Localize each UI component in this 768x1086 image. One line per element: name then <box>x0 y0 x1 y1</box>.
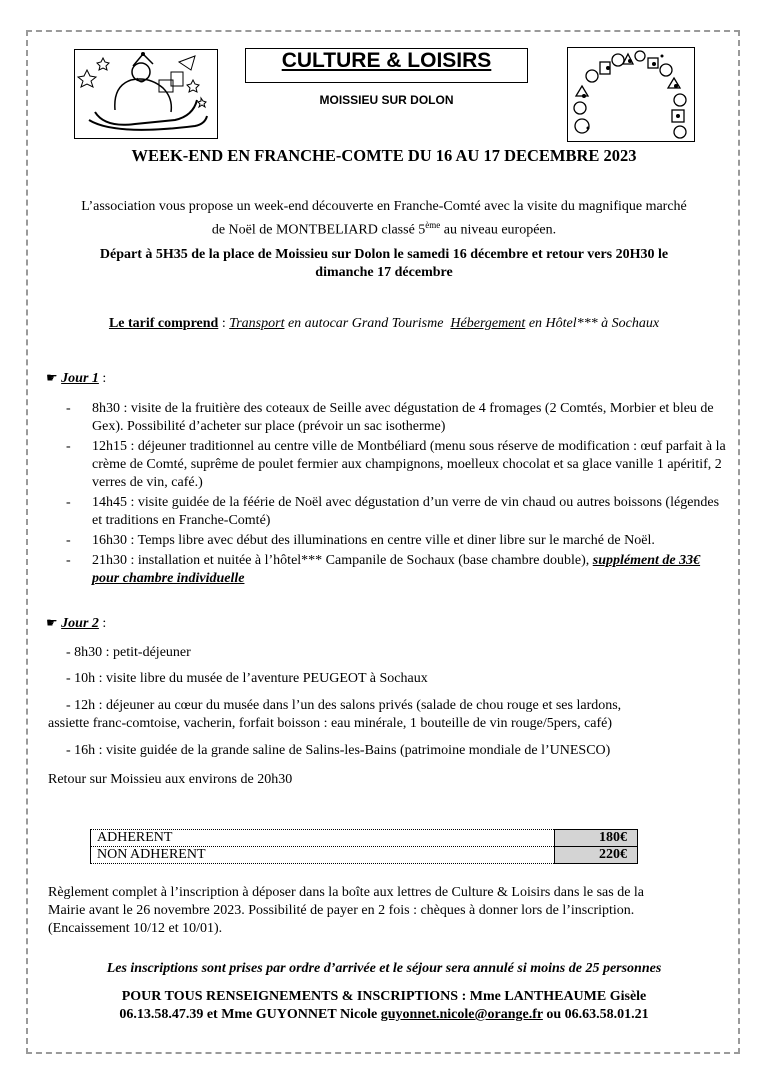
price-amount: 220€ <box>555 847 638 864</box>
contact-phone-1: 06.13.58.47.39 et Mme GUYONNET Nicole <box>119 1007 381 1022</box>
day2-item: - 16h : visite guidée de la grande saline de Salins-les-Bains (patrimoine mondiale de l’UNESCO) <box>66 743 611 758</box>
day2-colon: : <box>98 616 107 631</box>
intro-line-2-end: au niveau européen. <box>440 222 557 238</box>
day1-item-text: 8h30 : visite de la fruitière des coteaux de Seille avec dégustation de 4 fromages (2 Comtés, Morbier et bleu de Gex). Possibilité d’acheter sur place (prévoir un sac isotherme) <box>92 401 714 434</box>
tarif-hebergement-detail: en Hôtel*** à Sochaux <box>525 316 660 331</box>
intro-text <box>40 198 728 240</box>
pointing-hand-icon: ☛ <box>46 616 58 631</box>
tarif-label: Le tarif comprend <box>108 316 219 331</box>
supplement-note: supplément de 33€ pour chambre individuelle <box>92 553 701 586</box>
contact-email-link[interactable]: guyonnet.nicole@orange.fr <box>380 1007 543 1022</box>
pointing-hand-icon: ☛ <box>46 371 58 386</box>
price-table <box>90 829 638 864</box>
payment-line-1: Règlement complet à l’inscription à déposer dans la boîte aux lettres de Culture & Loisirs dans le sas de la <box>48 885 645 900</box>
departure-line-2: dimanche 17 décembre <box>315 265 453 280</box>
departure-line-1: Départ à 5H35 de la place de Moissieu sur Dolon le samedi 16 décembre et retour vers 20H30 le <box>99 247 669 262</box>
contact-info <box>40 988 728 1024</box>
table-row <box>91 847 638 864</box>
departure-text <box>40 246 728 282</box>
payment-line-2: Mairie avant le 26 novembre 2023. Possibilité de payer en 2 fois : chèques à donner lors de l’inscription. <box>48 903 635 918</box>
contact-line-1: POUR TOUS RENSEIGNEMENTS & INSCRIPTIONS : Mme LANTHEAUME Gisèle <box>121 989 647 1004</box>
day2-item-continued: assiette franc-comtoise, vacherin, forfait boisson : eau minérale, 1 bouteille de vin rouge/5pers, café) <box>48 716 613 731</box>
day1-item-text: 21h30 : installation et nuitée à l’hôtel*** Campanile de Sochaux (base chambre double), <box>92 553 593 568</box>
tarif-hebergement: Hébergement <box>450 316 526 331</box>
tarif-transport: Transport <box>229 316 285 331</box>
day1-heading <box>46 371 106 387</box>
return-text: Retour sur Moissieu aux environs de 20h30 <box>48 772 293 787</box>
table-row <box>91 830 638 847</box>
day2-heading <box>46 616 106 632</box>
contact-line-2 <box>40 1006 728 1024</box>
santa-sleigh-image <box>74 49 218 139</box>
list-item: - 8h30 : visite de la fruitière des coteaux de Seille avec dégustation de 4 fromages (2 Comtés, Morbier et bleu de Gex). Possibilité d’acheter sur place (prévoir un sac isotherme) <box>66 401 714 434</box>
day2-item: - 10h : visite libre du musée de l’aventure PEUGEOT à Sochaux <box>66 671 428 686</box>
contact-phone-2: ou 06.63.58.01.21 <box>542 1007 649 1022</box>
list-item: - 12h15 : déjeuner traditionnel au centre ville de Montbéliard (menu sous réserve de modification : œuf parfait à la crème de Comté, suprême de poulet fermier aux champignons, moelleux chocolat et sa glace vanille 1 apéritif, 2 verres de vin, café.) <box>66 439 726 490</box>
day1-item-text: 12h15 : déjeuner traditionnel au centre ville de Montbéliard (menu sous réserve de modification : œuf parfait à la crème de Comté, suprême de poulet fermier aux champignons, moelleux chocolat et sa glace vanille 1 apéritif, 2 verres de vin, café.) <box>92 439 726 490</box>
list-item: - 14h45 : visite guidée de la féérie de Noël avec dégustation d’un verre de vin chaud ou autres boissons (légendes et traditions en Franche-Comté) <box>66 495 720 528</box>
tarif-sep: : <box>218 316 230 331</box>
list-item: - 16h30 : Temps libre avec début des illuminations en centre ville et diner libre sur le marché de Noël. <box>66 533 655 548</box>
price-label: ADHERENT <box>91 830 555 847</box>
day2-label: Jour 2 <box>61 616 99 631</box>
day2-item: - 12h : déjeuner au cœur du musée dans l’un des salons privés (salade de chou rouge et ses lardons, <box>66 698 622 713</box>
intro-line-1: L’association vous propose un week-end découverte en Franche-Comté avec la visite du magnifique marché <box>81 199 687 214</box>
tarif-transport-detail: en autocar Grand Tourisme <box>284 316 451 331</box>
day1-label: Jour 1 <box>61 371 99 386</box>
christmas-ornaments-image <box>567 47 695 142</box>
tarif-line <box>40 315 728 333</box>
superscript-eme: ème <box>425 220 441 230</box>
day1-colon: : <box>98 371 107 386</box>
page-title: CULTURE & LOISIRS <box>281 49 492 72</box>
price-label: NON ADHERENT <box>91 847 555 864</box>
payment-line-3: (Encaissement 10/12 et 10/01). <box>48 921 223 936</box>
list-item: - 21h30 : installation et nuitée à l’hôtel*** Campanile de Sochaux (base chambre double), supplément de 33€ pour chambre individuelle <box>66 553 701 586</box>
price-amount: 180€ <box>555 830 638 847</box>
payment-text <box>48 884 724 938</box>
day1-list <box>66 400 726 590</box>
intro-line-2-start: de Noël de MONTBELIARD classé 5 <box>211 222 426 238</box>
page-subtitle: MOISSIEU SUR DOLON <box>319 93 454 107</box>
day2-item: - 8h30 : petit-déjeuner <box>66 645 191 660</box>
day1-item-text: 16h30 : Temps libre avec début des illuminations en centre ville et diner libre sur le marché de Noël. <box>92 533 655 548</box>
registration-notice: Les inscriptions sont prises par ordre d’arrivée et le séjour sera annulé si moins de 25 personnes <box>106 961 662 976</box>
event-heading: WEEK-END EN FRANCHE-COMTE DU 16 AU 17 DECEMBRE 2023 <box>131 146 637 165</box>
intro-line-2 <box>40 216 728 240</box>
day1-item-text: 14h45 : visite guidée de la féérie de Noël avec dégustation d’un verre de vin chaud ou autres boissons (légendes et traditions en Franche-Comté) <box>92 495 720 528</box>
